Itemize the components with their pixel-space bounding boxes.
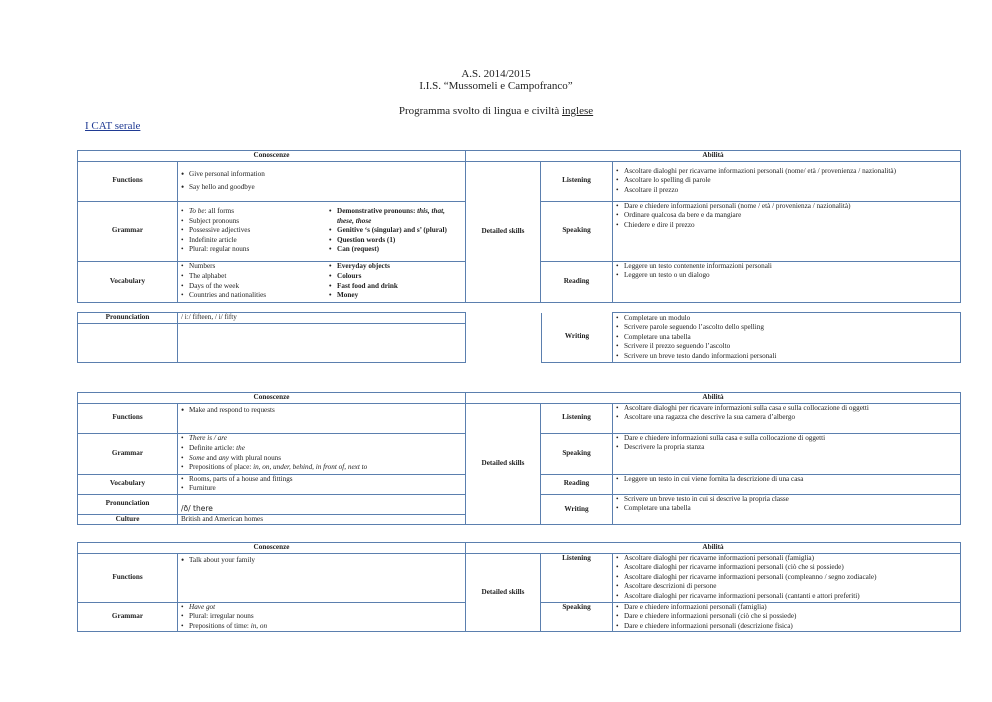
- grammar-item-text: the: [236, 444, 245, 452]
- program-title-text: Programma svolto di lingua e civiltà: [398, 105, 562, 117]
- listening-item: • Ascoltare dialoghi per ricavarne informazioni personali (nome/ età / provenienza / nazionalità): [616, 167, 957, 177]
- grammar-item: • Indefinite article: [181, 236, 329, 246]
- writing-item: • Completare una tabella: [616, 333, 957, 343]
- grammar-item: • Can (request): [329, 245, 459, 255]
- reading-label: Reading: [541, 474, 613, 494]
- skills-header: Abilità: [466, 543, 961, 554]
- unit1-pronunciation-table: [77, 312, 961, 363]
- detailed-skills-label: Detailed skills: [466, 403, 541, 525]
- grammar-list: [181, 434, 462, 472]
- grammar-item-text: Plural: irregular nouns: [189, 612, 254, 621]
- listening-item: • Ascoltare dialoghi per ricavarne informazioni personali (ciò che si possiede): [616, 563, 957, 573]
- unit3-table: [77, 542, 961, 632]
- grammar-item-text: in, on: [250, 621, 268, 630]
- grammar-list: [181, 603, 462, 632]
- speaking-label: Speaking: [541, 201, 613, 261]
- vocabulary-item: • Numbers: [181, 262, 329, 272]
- speaking-item: • Dare e chiedere informazioni personali (famiglia): [616, 603, 957, 613]
- listening-item: • Ascoltare lo spelling di parole: [616, 176, 957, 186]
- grammar-item-text: and: [204, 453, 219, 462]
- listening-item: • Ascoltare il prezzo: [616, 186, 957, 196]
- functions-cell: [178, 553, 466, 602]
- grammar-item-text: Some: [189, 453, 205, 462]
- listening-item: • Ascoltare dialoghi per ricavarne informazioni personali (compleanno / segno zodiacale): [616, 573, 957, 583]
- skills-header: Abilità: [466, 151, 961, 162]
- grammar-item-text: Prepositions of place:: [189, 463, 254, 472]
- writing-item: • Scrivere un breve testo dando informazioni personali: [616, 352, 957, 362]
- grammar-item-text: : all forms: [204, 207, 235, 216]
- grammar-cell: [178, 201, 466, 261]
- listening-cell: [613, 553, 961, 602]
- vocabulary-item: • The alphabet: [181, 272, 329, 282]
- writing-cell: [613, 494, 961, 525]
- grammar-item: [181, 434, 462, 444]
- function-item: • Give personal information: [181, 168, 462, 181]
- grammar-item: • Possessive adjectives: [181, 226, 329, 236]
- listening-label: Listening: [541, 403, 613, 433]
- speaking-item: • Dare e chiedere informazioni sulla casa e sulla collocazione di oggetti: [616, 434, 957, 444]
- speaking-item: • Dare e chiedere informazioni personali (nome / età / provenienza / nazionalità): [616, 202, 957, 212]
- grammar-item-bolditalic: this, that, these, those: [337, 207, 445, 225]
- speaking-label: Speaking: [541, 433, 613, 474]
- writing-item: • Scrivere un breve testo in cui si descrive la propria classe: [616, 495, 957, 505]
- grammar-item-text: any: [218, 453, 229, 462]
- functions-cell: [178, 403, 466, 433]
- program-subject-link[interactable]: inglese: [561, 105, 594, 117]
- functions-label: Functions: [78, 161, 178, 201]
- function-item: • Say hello and goodbye: [181, 181, 462, 194]
- vocabulary-item: • Fast food and drink: [329, 282, 459, 292]
- grammar-item-italic: To be: [189, 207, 205, 216]
- reading-item: • Leggere un testo in cui viene fornita la descrizione di una casa: [616, 475, 957, 485]
- reading-item: • Leggere un testo contenente informazioni personali: [616, 262, 957, 272]
- pronunciation-label: Pronunciation: [78, 494, 178, 514]
- unit2-table: [77, 392, 961, 525]
- speaking-label: Speaking: [541, 602, 613, 632]
- writing-item: • Completare una tabella: [616, 504, 957, 514]
- grammar-item-text: Definite article:: [189, 444, 237, 452]
- listening-item: • Ascoltare dialoghi per ricavarne informazioni personali (famiglia): [616, 554, 957, 564]
- vocabulary-label: Vocabulary: [78, 474, 178, 494]
- speaking-cell: [613, 602, 961, 632]
- vocabulary-item: • Days of the week: [181, 282, 329, 292]
- vocabulary-label: Vocabulary: [78, 261, 178, 302]
- writing-item: • Scrivere il prezzo seguendo l’ascolto: [616, 342, 957, 352]
- empty-cell: [178, 324, 466, 363]
- grammar-item: • Question words (1): [329, 236, 459, 246]
- function-item: • Talk about your family: [181, 554, 462, 567]
- listening-item: • Ascoltare dialoghi per ricavarne informazioni personali (cantanti e attori preferiti): [616, 592, 957, 602]
- vocabulary-cell: [178, 474, 466, 494]
- knowledge-header: Conoscenze: [78, 393, 466, 404]
- unit1-table: [77, 150, 961, 303]
- empty-cell: [78, 324, 178, 363]
- grammar-item: [181, 454, 462, 464]
- speaking-item: • Descrivere la propria stanza: [616, 443, 957, 453]
- grammar-item: [181, 207, 329, 217]
- grammar-item: • Subject pronouns: [181, 217, 329, 227]
- listening-label: Listening: [541, 161, 613, 201]
- program-title: [0, 105, 992, 117]
- pronunciation-cell: /ð/ there: [178, 494, 466, 514]
- grammar-item: [181, 444, 462, 454]
- listening-label: Listening: [541, 553, 613, 602]
- speaking-item: • Ordinare qualcosa da bere e da mangiare: [616, 211, 957, 221]
- listening-item: • Ascoltare descrizioni di persone: [616, 582, 957, 592]
- grammar-item-bold: Demonstrative pronouns:: [337, 207, 418, 216]
- grammar-item: [181, 622, 462, 632]
- functions-label: Functions: [78, 553, 178, 602]
- grammar-item: • Plural: regular nouns: [181, 245, 329, 255]
- knowledge-header: Conoscenze: [78, 543, 466, 554]
- reading-cell: [613, 474, 961, 494]
- reading-label: Reading: [541, 261, 613, 302]
- vocabulary-item: • Countries and nationalities: [181, 291, 329, 301]
- speaking-item: • Chiedere e dire il prezzo: [616, 221, 957, 231]
- spacer-cell: [466, 313, 613, 363]
- grammar-item-text: in, on, under, behind, in front of, next to: [253, 463, 368, 472]
- knowledge-header: Conoscenze: [78, 151, 466, 162]
- writing-label: Writing: [541, 313, 612, 363]
- vocabulary-item: • Furniture: [181, 484, 462, 494]
- function-item: • Make and respond to requests: [181, 404, 462, 417]
- culture-label: Culture: [78, 514, 178, 525]
- reading-cell: [613, 261, 961, 302]
- grammar-item: [181, 612, 462, 622]
- grammar-item-text: There is / are: [189, 434, 227, 443]
- grammar-item-text: Have got: [189, 602, 216, 611]
- functions-cell: [178, 161, 466, 201]
- grammar-cell: [178, 433, 466, 474]
- grammar-label: Grammar: [78, 602, 178, 632]
- functions-label: Functions: [78, 403, 178, 433]
- vocabulary-item: • Money: [329, 291, 459, 301]
- speaking-cell: [613, 433, 961, 474]
- grammar-label: Grammar: [78, 433, 178, 474]
- grammar-item: [181, 463, 462, 473]
- culture-cell: British and American homes: [178, 514, 466, 525]
- speaking-cell: [613, 201, 961, 261]
- pronunciation-label: Pronunciation: [78, 313, 178, 324]
- detailed-skills-label: Detailed skills: [466, 553, 541, 632]
- grammar-item: [181, 603, 462, 613]
- speaking-item: • Dare e chiedere informazioni personali (ciò che si possiede): [616, 612, 957, 622]
- class-label: I CAT serale: [85, 120, 141, 132]
- skills-header: Abilità: [466, 393, 961, 404]
- grammar-cell: [178, 602, 466, 632]
- detailed-skills-label: Detailed skills: [466, 161, 541, 302]
- school-year: A.S. 2014/2015: [461, 68, 531, 80]
- grammar-item-text: with plural nouns: [228, 453, 282, 462]
- writing-cell: [613, 313, 961, 363]
- listening-item: • Ascoltare dialoghi per ricavare informazioni sulla casa e sulla collocazione di oggetti: [616, 404, 957, 414]
- grammar-item-text: Prepositions of time:: [189, 621, 251, 630]
- grammar-item: [329, 207, 459, 226]
- listening-item: • Ascoltare una ragazza che descrive la sua camera d’albergo: [616, 413, 957, 423]
- listening-cell: [613, 161, 961, 201]
- vocabulary-item: • Everyday objects: [329, 262, 459, 272]
- vocabulary-item: • Rooms, parts of a house and fittings: [181, 475, 462, 485]
- grammar-item: • Genitive ‘s (singular) and s’ (plural): [329, 226, 459, 236]
- school-name: I.I.S. “Mussomeli e Campofranco”: [419, 80, 573, 92]
- vocabulary-cell: [178, 261, 466, 302]
- pronunciation-cell: / iː/ fifteen, / i/ fifty: [178, 313, 466, 324]
- listening-cell: [613, 403, 961, 433]
- vocabulary-item: • Colours: [329, 272, 459, 282]
- speaking-item: • Dare e chiedere informazioni personali (descrizione fisica): [616, 622, 957, 632]
- reading-item: • Leggere un testo o un dialogo: [616, 271, 957, 281]
- writing-item: • Completare un modulo: [616, 314, 957, 324]
- writing-item: • Scrivere parole seguendo l’ascolto dello spelling: [616, 323, 957, 333]
- writing-label: Writing: [541, 494, 613, 525]
- grammar-label: Grammar: [78, 201, 178, 261]
